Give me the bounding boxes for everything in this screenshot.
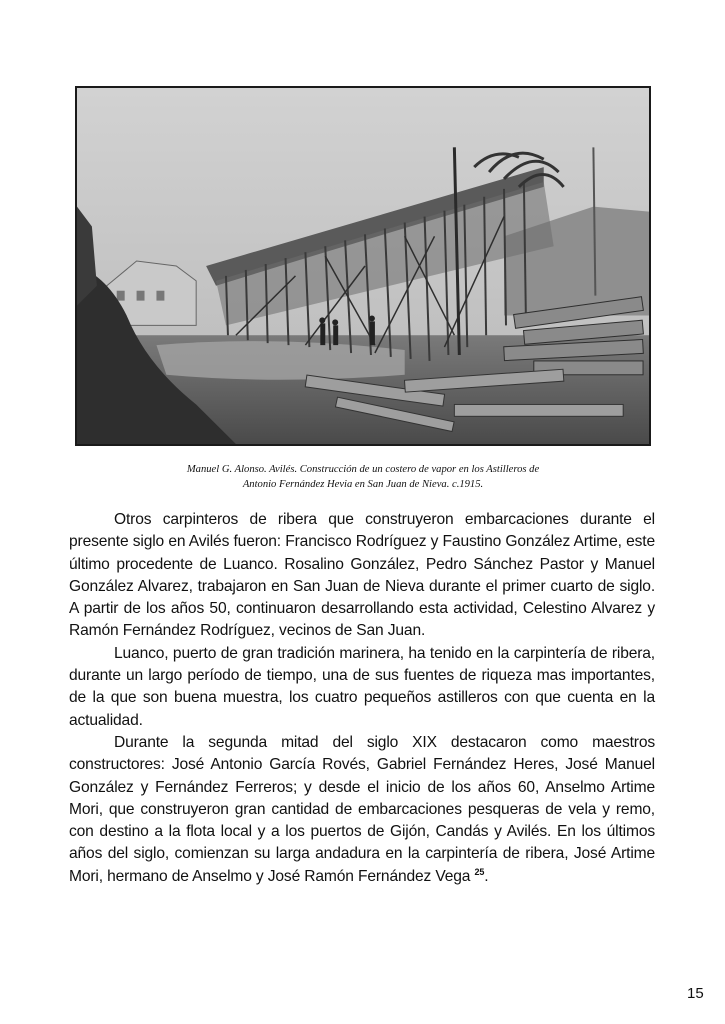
photo-image <box>77 88 649 444</box>
caption-line-2: Antonio Fernández Hevia en San Juan de Nieva. c.1915. <box>242 479 484 490</box>
paragraph-3-end: . <box>484 867 489 885</box>
paragraph-2: Luanco, puerto de gran tradición marinera, ha tenido en la carpintería de ribera, durante un largo período de tiempo, una de sus fuentes de riqueza mas importantes, de la que son buena muestra, los cuatro pequeños astilleros con que cuenta en la actualidad. <box>69 644 655 729</box>
shipyard-photo <box>75 86 651 446</box>
body-text <box>69 509 655 888</box>
footnote-ref: 25 <box>474 866 485 877</box>
paragraph-3-text: Durante la segunda mitad del siglo XIX destacaron como maestros constructores: José Antonio García Rovés, Gabriel Fernández Heres, José Manuel González y Fernández Ferreros; y desde el inicio de los años 60, Anselmo Artime Mori, que construyeron gran cantidad de embarcaciones pesqueras de vela y remo, con destino a la flota local y a los puertos de Gijón, Candás y Avilés. En los últimos años del siglo, comienzan su larga andadura en la carpintería de ribera, José Artime Mori, hermano de Anselmo y José Ramón Fernández Vega <box>69 733 655 885</box>
paragraph-1: Otros carpinteros de ribera que construyeron embarcaciones durante el presente siglo en Avilés fueron: Francisco Rodríguez y Faustino González Artime, este último procedente de Luanco. Rosalino González, Pedro Sánchez Pastor y Manuel González Alvarez, trabajaron en San Juan de Nieva durante el primer cuarto de siglo. A partir de los años 50, continuaron desarrollando esta actividad, Celestino Alvarez y Ramón Fernández Rodríguez, vecinos de San Juan. <box>69 511 655 640</box>
figure-caption <box>80 462 646 492</box>
page-number: 15 <box>687 985 704 1002</box>
caption-line-1: Manuel G. Alonso. Avilés. Construcción de un costero de vapor en los Astilleros de <box>186 464 540 475</box>
paragraph-3 <box>69 732 655 888</box>
